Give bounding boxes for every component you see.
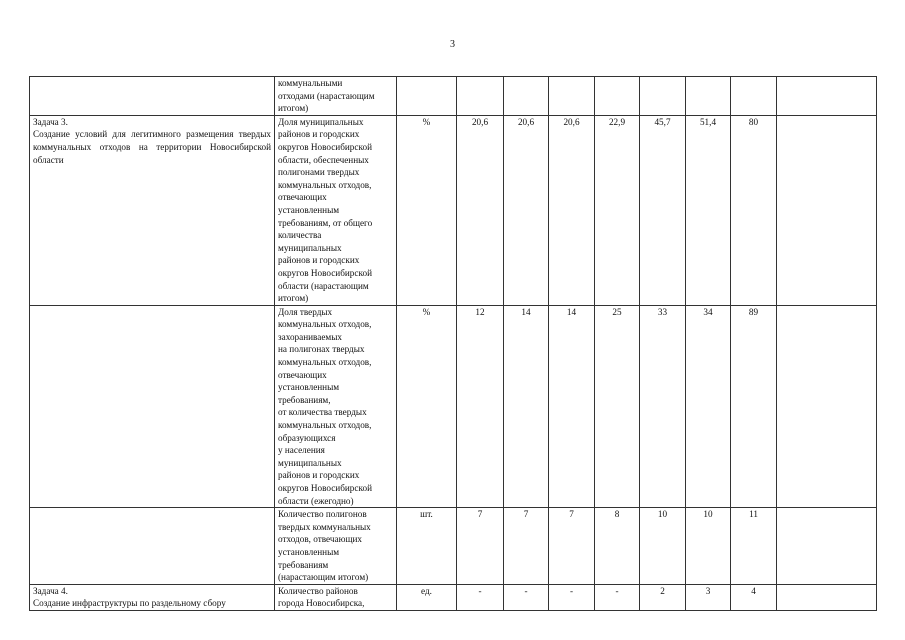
value-cell: 12 <box>457 305 504 508</box>
table-row <box>30 305 877 508</box>
value-cell: - <box>549 584 595 610</box>
task-cell <box>30 77 275 116</box>
indicator-cell: Доля твердых коммунальных отходов, захораниваемых на полигонах твердых коммунальных отходов, отвечающих установленным требованиям, от количества твердых коммунальных отходов, образующихся у населения муниципальных районов и городских округов Новосибирской области (ежегодно) <box>275 305 397 508</box>
table-row <box>30 77 877 116</box>
table-row <box>30 115 877 305</box>
unit-cell: ед. <box>397 584 457 610</box>
value-cell <box>504 77 549 116</box>
task-cell: Задача 3. Создание условий для легитимного размещения твердых коммунальных отходов на территории Новосибирской области <box>30 115 275 305</box>
value-cell: 7 <box>504 508 549 585</box>
value-cell: - <box>504 584 549 610</box>
table-row <box>30 508 877 585</box>
value-cell <box>731 77 777 116</box>
task-cell <box>30 305 275 508</box>
value-cell: 10 <box>640 508 686 585</box>
unit-cell: шт. <box>397 508 457 585</box>
value-cell: 51,4 <box>686 115 731 305</box>
value-cell <box>777 77 877 116</box>
value-cell: 7 <box>457 508 504 585</box>
indicator-cell: Количество полигонов твердых коммунальных отходов, отвечающих установленным требованиям (нарастающим итогом) <box>275 508 397 585</box>
task-cell <box>30 508 275 585</box>
value-cell: 45,7 <box>640 115 686 305</box>
task-cell: Задача 4. Создание инфраструктуры по раздельному сбору <box>30 584 275 610</box>
value-cell: 4 <box>731 584 777 610</box>
value-cell <box>549 77 595 116</box>
value-cell <box>686 77 731 116</box>
value-cell: 22,9 <box>595 115 640 305</box>
value-cell <box>777 305 877 508</box>
value-cell: 20,6 <box>504 115 549 305</box>
value-cell: 33 <box>640 305 686 508</box>
value-cell: - <box>595 584 640 610</box>
indicator-cell: коммунальными отходами (нарастающим итогом) <box>275 77 397 116</box>
value-cell: 8 <box>595 508 640 585</box>
indicator-cell: Доля муниципальных районов и городских округов Новосибирской области, обеспеченных полигонами твердых коммунальных отходов, отвечающих установленным требованиям, от общего количества муниципальных районов и городских округов Новосибирской области (нарастающим итогом) <box>275 115 397 305</box>
value-cell: 34 <box>686 305 731 508</box>
value-cell: 89 <box>731 305 777 508</box>
value-cell <box>595 77 640 116</box>
value-cell: 3 <box>686 584 731 610</box>
value-cell: 7 <box>549 508 595 585</box>
value-cell: 80 <box>731 115 777 305</box>
value-cell <box>777 508 877 585</box>
unit-cell <box>397 77 457 116</box>
value-cell: 20,6 <box>549 115 595 305</box>
value-cell <box>777 584 877 610</box>
value-cell <box>777 115 877 305</box>
value-cell: 25 <box>595 305 640 508</box>
value-cell: 2 <box>640 584 686 610</box>
unit-cell: % <box>397 115 457 305</box>
table-row <box>30 584 877 610</box>
value-cell: 14 <box>549 305 595 508</box>
page-number: 3 <box>450 39 455 50</box>
value-cell: 14 <box>504 305 549 508</box>
indicator-cell: Количество районов города Новосибирска, <box>275 584 397 610</box>
unit-cell: % <box>397 305 457 508</box>
value-cell <box>640 77 686 116</box>
value-cell: 10 <box>686 508 731 585</box>
value-cell: 11 <box>731 508 777 585</box>
indicators-table <box>29 76 877 611</box>
value-cell: - <box>457 584 504 610</box>
value-cell: 20,6 <box>457 115 504 305</box>
value-cell <box>457 77 504 116</box>
